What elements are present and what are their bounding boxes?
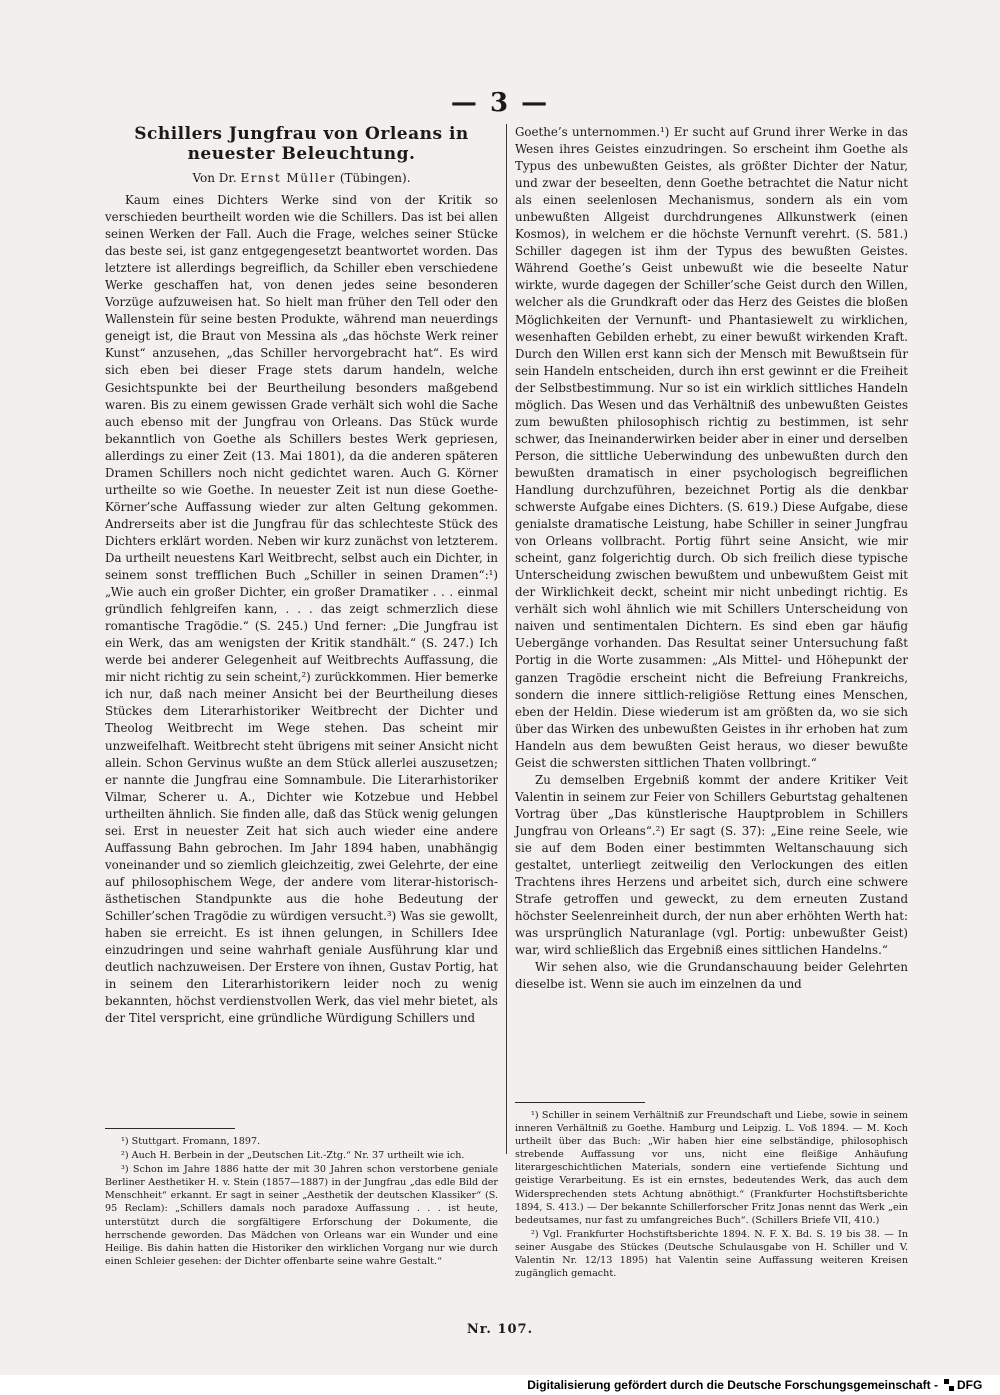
page-number: — 3 — bbox=[450, 88, 550, 118]
footnote: ¹) Schiller in seinem Verhältniß zur Freundschaft und Liebe, sowie in seinem inneren Verhältniß zu Goethe. Hamburg und Leipzig. L. Voß 1894. — M. Koch urtheilt über das Buch: „Wir haben hier eine selbständige, philosophisch strebende Auffassung vor uns, nicht eine fleißige Anhäufung literargeschichtlichen Materials, sondern eine vertiefende Sichtung und geistige Verarbeitung. Es ist ein ernstes, bedeutendes Werk, das auch dem Widersprechenden stets Achtung abnöthigt.“ (Frankfurter Hochstiftsberichte 1894, S. 413.) — Der bekannte Schillerforscher Fritz Jonas nennt das Werk „ein bedeutsames, nur fast zu umfangreiches Buch“. (Schillers Briefe VII, 410.) bbox=[515, 1110, 908, 1226]
byline bbox=[105, 170, 498, 186]
funding-notice: Digitalisierung gefördert durch die Deutsche Forschungsgemeinschaft - bbox=[527, 1378, 938, 1392]
body-paragraph: Kaum eines Dichters Werke sind von der Kritik so verschieden beurtheilt worden wie die Schillers. Das ist bei allen seinen Werken der Fall. Auch die Frage, welches seiner Stücke das beste sei, ist ganz entgegengesetzt beantwortet worden. Das letztere ist allerdings begreiflich, da Schiller eben verschiedene Werke geschaffen hat, von denen jedes seine besonderen Vorzüge aufzuweisen hat. So hielt man früher den Tell oder den Wallenstein für seine besten Produkte, während man neuerdings geneigt ist, die Braut von Messina als „das höchste Werk reiner Kunst“ anzusehen, „das Schiller hervorgebracht hat“. Es wird sich eben bei dieser Frage stets darum handeln, welche Gesichtspunkte bei der Beurtheilung besonders maßgebend waren. Bis zu einem gewissen Grade verhält sich wohl die Sache auch ebenso mit der Jungfrau von Orleans. Das Stück wurde bekanntlich von Goethe als Schillers bestes Werk gepriesen, allerdings zu einer Zeit (13. Mai 1801), da die anderen späteren Dramen Schillers noch nicht gedichtet waren. Auch G. Körner urtheilte so wie Goethe. In neuester Zeit ist nun diese Goethe-Körner’sche Auffassung wieder zur alten Geltung gekommen. Andrerseits aber ist die Jungfrau für das schlechteste Stück des Dichters erklärt worden. Neben wir kurz zunächst von letzterem. Da urtheilt neuestens Karl Weitbrecht, selbst auch ein Dichter, in seinem sonst trefflichen Buch „Schiller in seinen Dramen“:¹) „Wie auch ein großer Dichter, ein großer Dramatiker . . . einmal gründlich fehlgreifen kann, . . . das zeigt schmerzlich diese romantische Tragödie.“ (S. 245.) Und ferner: „Die Jungfrau ist ein Werk, das am wenigsten der Kritik standhält.“ (S. 247.) Ich werde bei anderer Gelegenheit auf Weitbrechts Auffassung, die mir nicht richtig zu sein scheint,²) zurückkommen. Hier bemerke ich nur, daß nach meiner Ansicht bei der Beurtheilung dieses Stückes dem Literarhistoriker Weitbrecht der Dichter und Theolog Weitbrecht im Wege stehen. Das scheint mir unzweifelhaft. Weitbrecht steht übrigens mit seiner Ansicht nicht allein. Schon Gervinus wußte an dem Stück allerlei auszusetzen; er nannte die Jungfrau eine Somnambule. Die Literarhistoriker Vilmar, Scherer u. A., Dichter wie Kotzebue und Hebbel urtheilten ähnlich. Sie finden alle, daß das Stück wenig gelungen sei. Erst in neuester Zeit hat sich auch wieder eine andere Auffassung Bahn gebrochen. Im Jahr 1894 haben, unabhängig voneinander und so ziemlich gleichzeitig, zwei Gelehrte, der eine auf philosophischem Wege, der andere vom literar-historisch-ästhetischen Standpunkte aus die hohe Bedeutung der Schiller’schen Tragödie zu würdigen versucht.³) Was sie gewollt, haben sie erreicht. Es ist ihnen gelungen, in Schillers Idee einzudringen und seine wahrhaft geniale Ausführung klar und deutlich nachzuweisen. Der Erstere von ihnen, Gustav Portig, hat in seinem den Literarhistorikern leider noch zu wenig bekannten, höchst verdienstvollen Werk, das viel mehr bietet, als der Titel verspricht, eine gründliche Würdigung Schillers und bbox=[105, 193, 498, 1026]
article-title: Schillers Jungfrau von Orleans in neuester Beleuchtung. bbox=[134, 124, 469, 164]
body-paragraph: Zu demselben Ergebniß kommt der andere Kritiker Veit Valentin in seinem zur Feier von Schillers Geburtstag gehaltenen Vortrag über „Das künstlerische Hauptproblem in Schillers Jungfrau von Orleans“.²) Er sagt (S. 37): „Eine reine Seele, wie sie auf dem Boden einer bestimmten Weltanschauung sich gestaltet, unterliegt zeitweilig den Verlockungen des eitlen Trachtens ihres Herzens und arbeitet sich, durch eine schwere Strafe getroffen und geweckt, zu dem erneuten Zustand höchster Seelenreinheit durch, der nun aber erhöhten Werth hat: was ursprünglich Naturanlage (vgl. Portig: unbewußter Geist) war, wird schließlich das Ergebniß eines sittlichen Handelns.“ bbox=[515, 772, 908, 958]
byline-author: Ernst Müller bbox=[240, 171, 337, 185]
footnote-rule bbox=[515, 1102, 645, 1103]
funding-bar bbox=[0, 1375, 1000, 1395]
right-footnotes bbox=[515, 1102, 908, 1281]
left-footnotes bbox=[105, 1128, 498, 1269]
body-paragraph: Goethe’s unternommen.¹) Er sucht auf Grund ihrer Werke in das Wesen ihres Geistes einzudringen. So erscheint ihm Goethe als Typus des unbewußten Geistes, als größter Dichter der Natur, und zwar der beseelten, denn Goethe betrachtet die Natur nicht als einen seelenlosen Mechanismus, sondern als ein vom unbewußten Allgeist durchdrungenes Allkunstwerk (einen Kosmos), in welchem er die höchste Vernunft verehrt. (S. 581.) Schiller dagegen ist ihm der Typus des bewußten Geistes. Während Goethe’s Geist unbewußt wie die beseelte Natur wirkte, wurde dagegen der Schiller’sche Geist durch den Willen, welcher als die Grundkraft oder das Herz des Geistes die bloßen Möglichkeiten der Vernunft- und Phantasiewelt zu wirklichen, wesenhaften Gebilden erhebt, zu einer bewußt wirkenden Kraft. Durch den Willen erst kann sich der Mensch mit Bewußtsein für sein Handeln entscheiden, durch ihn erst gewinnt er die Freiheit der Selbstbestimmung. Nur so ist ein wirklich sittliches Handeln möglich. Das Wesen und das Verhältniß des unbewußten Geistes zum bewußten philosophisch richtig zu bestimmen, ist sehr schwer, das Ineinanderwirken beider aber in einer und derselben Person, die sittliche Ueberwindung des unbewußten durch den bewußten dramatisch in einer psychologisch begreiflichen Handlung durchzuführen, bezeichnet Portig als die denkbar schwerste Aufgabe eines Dichters. (S. 619.) Diese Aufgabe, diese genialste dramatische Leistung, habe Schiller in seiner Jungfrau von Orleans vollbracht. Portig führt seine Ansicht, wie mir scheint, ganz folgerichtig durch. Ob sich freilich diese typische Unterscheidung zwischen bewußtem und unbewußtem Geist mit der Wirklichkeit deckt, scheint mir nicht unbedingt richtig. Es verhält sich wohl ähnlich wie mit Schillers Unterscheidung von naiven und sentimentalen Dichtern. Es sind eben gar häufig Uebergänge vorhanden. Das Resultat seiner Untersuchung faßt Portig in die Worte zusammen: „Als Mittel- und Höhepunkt der ganzen Tragödie erscheint nicht die Befreiung Frankreichs, sondern die innere sittlich-religiöse Rettung eines Menschen, eben der Heldin. Diese wiederum ist am größten da, wo sie sich über das Wirken des unbewußten Geistes in ihr erhoben hat zum Handeln aus dem bewußten Geist heraus, wo dieser bewußte Geist die schwersten sittlichen Thaten vollbringt.“ bbox=[515, 125, 908, 770]
footnote: ²) Auch H. Berbein in der „Deutschen Lit.-Ztg.“ Nr. 37 urtheilt wie ich. bbox=[121, 1150, 465, 1162]
dfg-logo-text: DFG bbox=[957, 1378, 983, 1392]
issue-number: Nr. 107. bbox=[466, 1322, 534, 1337]
body-paragraph: Wir sehen also, wie die Grundanschauung beider Gelehrten dieselbe ist. Wenn sie auch im einzelnen da und bbox=[515, 960, 908, 992]
footnote: ¹) Stuttgart. Fromann, 1897. bbox=[121, 1136, 261, 1147]
dfg-logo-icon bbox=[944, 1379, 954, 1391]
column-divider bbox=[506, 124, 507, 1154]
byline-suffix: (Tübingen). bbox=[339, 171, 411, 185]
footnote: ³) Schon im Jahre 1886 hatte der mit 30 Jahren schon verstorbene geniale Berliner Aesthetiker H. v. Stein (1857—1887) in der Jungfrau „das edle Bild der Menschheit“ erkannt. Er sagt in seiner „Aesthetik der deutschen Klassiker“ (S. 95 Reclam): „Schillers damals noch paradoxe Auffassung . . . ist heute, unterstützt durch die sorgfältigere Erforschung der Dokumente, die herrschende geworden. Das Mädchen von Orleans war ein Wunder und eine Heilige. Bis dahin hatten die Historiker den wirklichen Vorgang nur wie durch einen Schleier gesehen: der Dichter offenbarte seine wahre Gestalt.“ bbox=[105, 1164, 498, 1267]
footnote: ²) Vgl. Frankfurter Hochstiftsberichte 1894. N. F. X. Bd. S. 19 bis 38. — In seiner Ausgabe des Stückes (Deutsche Schulausgabe von H. Schiller und V. Valentin Nr. 12/13 1895) hat Valentin seine Auffassung weiteren Kreisen zugänglich gemacht. bbox=[515, 1228, 908, 1280]
footnote-rule bbox=[105, 1128, 235, 1129]
dfg-logo bbox=[944, 1377, 994, 1393]
left-column bbox=[105, 124, 498, 1027]
right-column bbox=[515, 124, 908, 993]
byline-prefix: Von Dr. bbox=[192, 171, 237, 185]
